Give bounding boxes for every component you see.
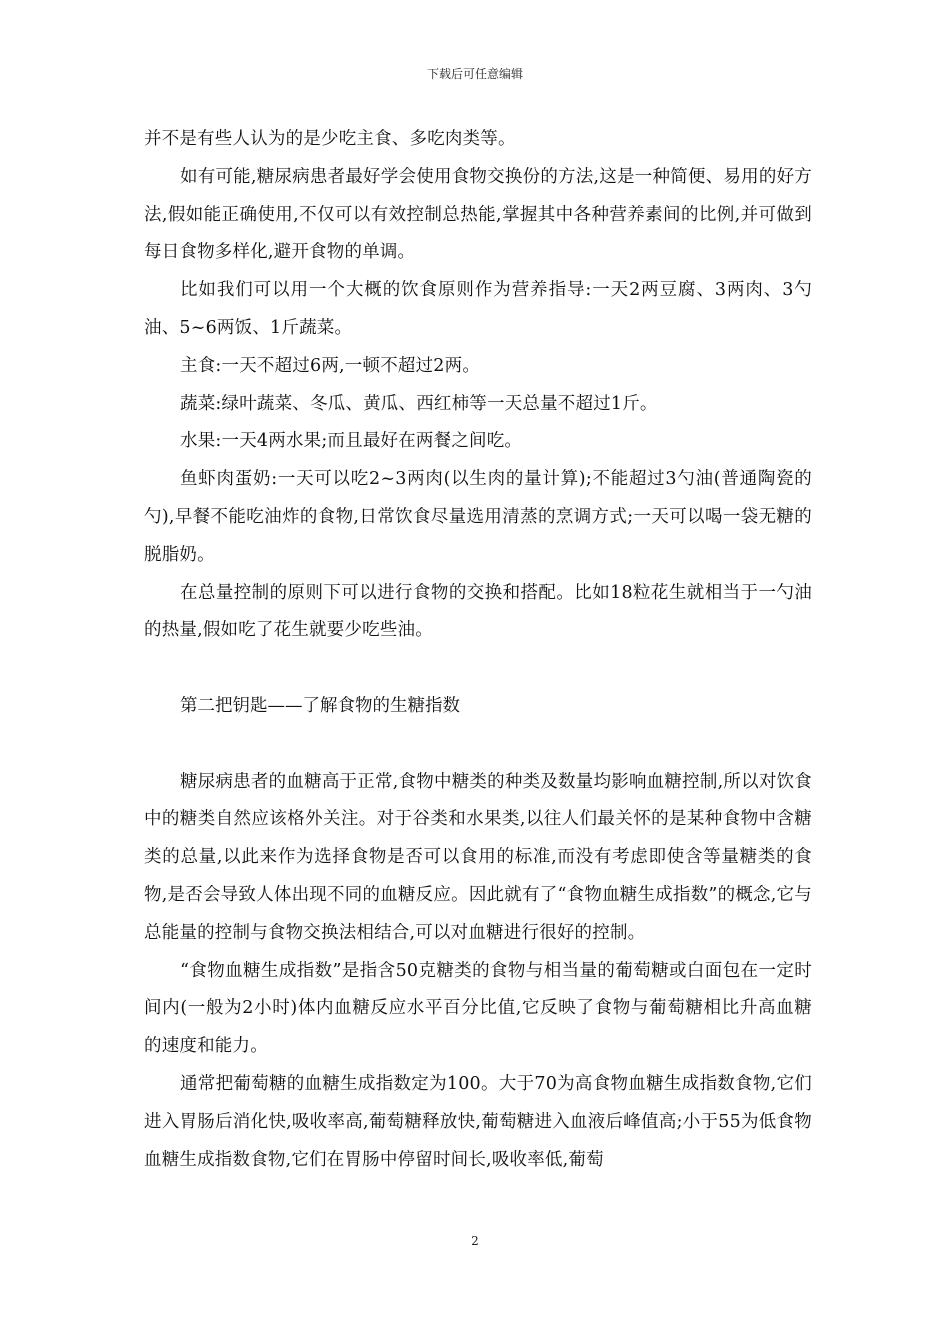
page-number: 2 xyxy=(471,1234,479,1248)
paragraph-blood-sugar: 糖尿病患者的血糖高于正常,食物中糖类的种类及数量均影响血糖控制,所以对饮食中的糖类自然应该格外关注。对于谷类和水果类,以往人们最关怀的是某种食物中含糖类的总量,以此来作为选择食物是否可以食用的标准,而没有考虑即使含等量糖类的食物,是否会导致人体出现不同的血糖反应。因此就有了“食物血糖生成指数”的概念,它与总能量的控制与食物交换法相结合,可以对血糖进行很好的控制。 xyxy=(144,771,812,943)
page-header: 下载后可任意编辑 xyxy=(426,67,523,81)
paragraph-staple-food: 主食:一天不超过6两,一顿不超过2两。 xyxy=(180,355,481,376)
paragraph-protein: 鱼虾肉蛋奶:一天可以吃2~3两肉(以生肉的量计算);不能超过3勺油(普通陶瓷的勺),早餐不能吃油炸的食物,日常饮食尽量选用清蒸的烹调方式;一天可以喝一袋无糖的脱脂奶。 xyxy=(144,469,812,565)
blank-line xyxy=(144,726,812,764)
paragraph-food-exchange: 如有可能,糖尿病患者最好学会使用食物交换份的方法,这是一种简便、易用的好方法,假如能正确使用,不仅可以有效控制总热能,掌握其中各种营养素间的比例,并可做到每日食物多样化,避开食物的单调。 xyxy=(144,166,812,263)
paragraph-total-control: 在总量控制的原则下可以进行食物的交换和搭配。比如18粒花生就相当于一勺油的热量,假如吃了花生就要少吃些油。 xyxy=(144,582,812,641)
paragraph-vegetables: 蔬菜:绿叶蔬菜、冬瓜、黄瓜、西红柿等一天总量不超过1斤。 xyxy=(180,393,658,414)
paragraph-gi-definition: “食物血糖生成指数”是指含50克糖类的食物与相当量的葡萄糖或白面包在一定时间内(一般为2小时)体内血糖反应水平百分比值,它反映了食物与葡萄糖相比升高血糖的速度和能力。 xyxy=(144,960,812,1057)
paragraph-gi-levels: 通常把葡萄糖的血糖生成指数定为100。大于70为高食物血糖生成指数食物,它们进入胃肠后消化快,吸收率高,葡萄糖释放快,葡萄糖进入血液后峰值高;小于55为低食物血糖生成指数食物,它们在胃肠中停留时间长,吸收率低,葡萄 xyxy=(144,1073,812,1170)
paragraph-diet-principle: 比如我们可以用一个大概的饮食原则作为营养指导:一天2两豆腐、3两肉、3勺油、5~6两饭、1斤蔬菜。 xyxy=(144,280,812,338)
paragraph-fruit: 水果:一天4两水果;而且最好在两餐之间吃。 xyxy=(180,431,523,452)
blank-line xyxy=(144,650,812,688)
section-heading: 第二把钥匙——了解食物的生糖指数 xyxy=(180,695,460,716)
paragraph-continuation: 并不是有些人认为的是少吃主食、多吃肉类等。 xyxy=(144,129,516,149)
document-body xyxy=(144,121,812,1179)
